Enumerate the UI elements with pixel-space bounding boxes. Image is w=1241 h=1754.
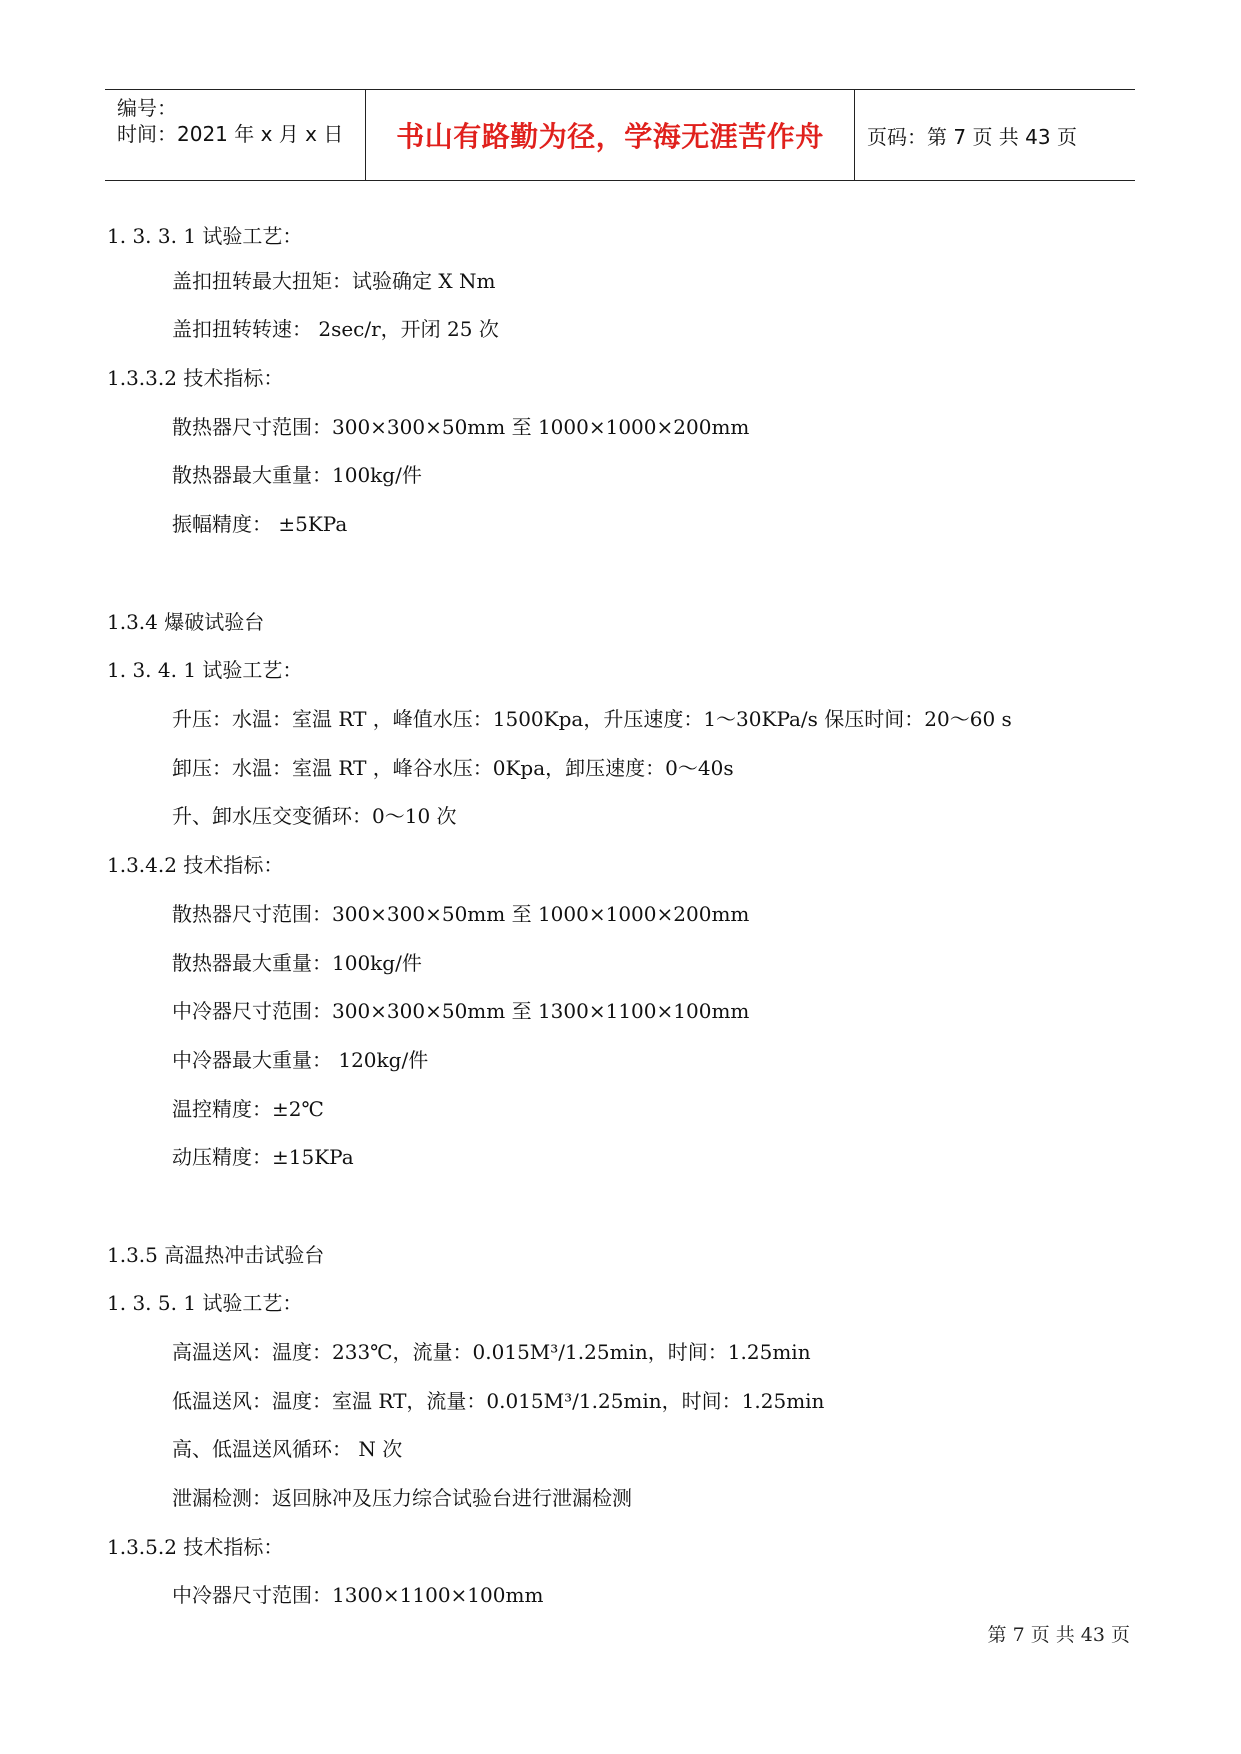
body-line: 高、低温送风循环： N 次: [172, 1437, 403, 1461]
body-line: 振幅精度： ±5KPa: [172, 512, 348, 536]
document-number-label: 编号：: [117, 96, 177, 120]
document-time-label: 时间：2021 年 x 月 x 日: [117, 122, 344, 146]
body-line: 散热器尺寸范围：300×300×50mm 至 1000×1000×200mm: [172, 902, 750, 926]
body-line: 散热器最大重量：100kg/件: [172, 951, 422, 975]
page-footer: 第 7 页 共 43 页: [987, 1624, 1130, 1646]
body-line: 散热器最大重量：100kg/件: [172, 463, 422, 487]
body-line: 散热器尺寸范围：300×300×50mm 至 1000×1000×200mm: [172, 415, 750, 439]
body-line: 泄漏检测：返回脉冲及压力综合试验台进行泄漏检测: [172, 1486, 632, 1510]
body-line: 中冷器最大重量： 120kg/件: [172, 1048, 429, 1072]
section-heading: 1.3.3.2 技术指标：: [107, 366, 284, 390]
section-heading: 1. 3. 3. 1 试验工艺：: [107, 224, 303, 248]
section-heading: 1. 3. 4. 1 试验工艺：: [107, 658, 303, 682]
section-heading: 1.3.4.2 技术指标：: [107, 853, 284, 877]
section-heading: 1. 3. 5. 1 试验工艺：: [107, 1291, 303, 1315]
body-line: 升压：水温：室温 RT ，峰值水压：1500Kpa，升压速度：1～30KPa/s 保压时间：20～60 s: [172, 707, 1012, 731]
body-line: 中冷器尺寸范围：1300×1100×100mm: [172, 1583, 544, 1607]
section-heading: 1.3.5.2 技术指标：: [107, 1535, 284, 1559]
section-heading: 1.3.4 爆破试验台: [107, 610, 265, 634]
body-line: 卸压：水温：室温 RT ，峰谷水压：0Kpa，卸压速度：0～40s: [172, 756, 734, 780]
body-line: 盖扣扭转转速： 2sec/r，开闭 25 次: [172, 317, 499, 341]
section-heading: 1.3.5 高温热冲击试验台: [107, 1243, 325, 1267]
body-line: 中冷器尺寸范围：300×300×50mm 至 1300×1100×100mm: [172, 999, 750, 1023]
body-line: 温控精度：±2℃: [172, 1097, 324, 1121]
header-page-number: 页码：第 7 页 共 43 页: [867, 124, 1077, 149]
body-line: 低温送风：温度：室温 RT，流量：0.015M³/1.25min，时间：1.25min: [172, 1389, 825, 1413]
body-line: 升、卸水压交变循环：0～10 次: [172, 804, 457, 828]
body-line: 盖扣扭转最大扭矩：试验确定 X Nm: [172, 269, 496, 293]
header-slogan: 书山有路勤为径，学海无涯苦作舟: [396, 120, 824, 153]
body-line: 动压精度：±15KPa: [172, 1145, 354, 1169]
body-line: 高温送风：温度：233℃，流量：0.015M³/1.25min，时间：1.25min: [172, 1340, 811, 1364]
